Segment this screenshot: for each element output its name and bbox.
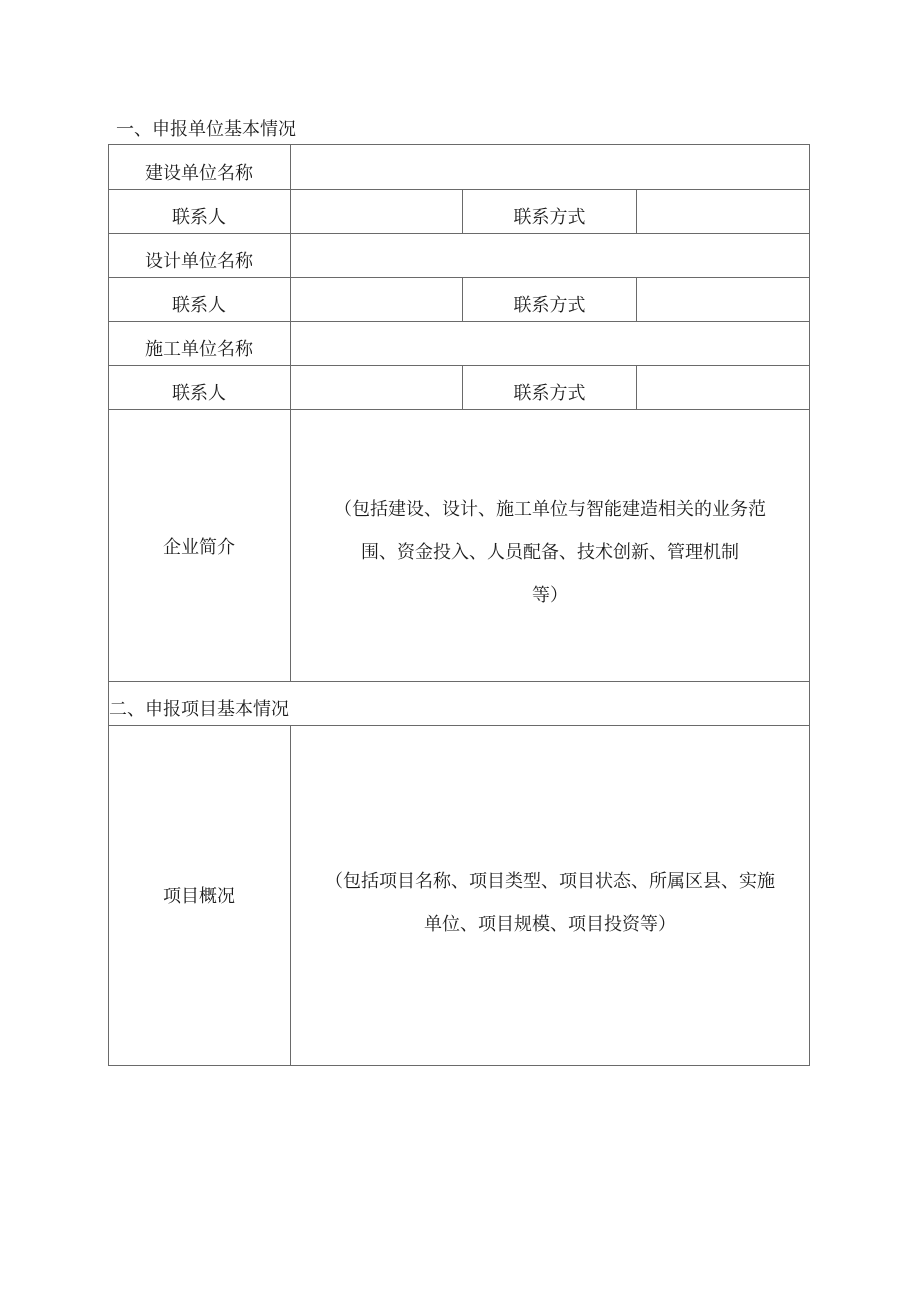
construction-unit-name-field[interactable]: [291, 145, 809, 189]
label-construction-unit-name: 建设单位名称: [145, 163, 253, 184]
construction-contact-field[interactable]: [291, 190, 462, 233]
construction-contact-method-field[interactable]: [637, 190, 809, 233]
label-design-unit-name: 设计单位名称: [145, 251, 253, 272]
label-enterprise-intro: 企业简介: [163, 537, 235, 558]
label-contact-person: 联系人: [172, 295, 226, 316]
enterprise-intro-hint: （包括建设、设计、施工单位与智能建造相关的业务范 围、资金投入、人员配备、技术创新、管理机制 等）: [334, 499, 766, 606]
label-contractor-unit-name: 施工单位名称: [145, 339, 253, 360]
project-overview-hint: （包括项目名称、项目类型、项目状态、所属区县、实施 单位、项目规模、项目投资等）: [325, 871, 775, 935]
label-contact-person: 联系人: [172, 383, 226, 404]
project-overview-field[interactable]: [291, 726, 809, 1065]
table-border: [108, 681, 810, 682]
label-contact-method: 联系方式: [513, 383, 586, 404]
design-contact-method-field[interactable]: [637, 278, 809, 321]
contractor-contact-field[interactable]: [291, 366, 462, 409]
section1-title: 一、申报单位基本情况: [116, 119, 296, 140]
enterprise-intro-field[interactable]: [291, 410, 809, 681]
design-unit-name-field[interactable]: [291, 234, 809, 277]
label-contact-person: 联系人: [172, 207, 226, 228]
section2-title: 二、申报项目基本情况: [109, 699, 289, 720]
table-border: [108, 144, 109, 1066]
label-project-overview: 项目概况: [163, 886, 235, 907]
table-border: [108, 1065, 810, 1066]
table-border: [809, 144, 810, 1066]
contractor-contact-method-field[interactable]: [637, 366, 809, 409]
contractor-unit-name-field[interactable]: [291, 322, 809, 365]
label-contact-method: 联系方式: [513, 207, 586, 228]
design-contact-field[interactable]: [291, 278, 462, 321]
label-contact-method: 联系方式: [513, 295, 586, 316]
